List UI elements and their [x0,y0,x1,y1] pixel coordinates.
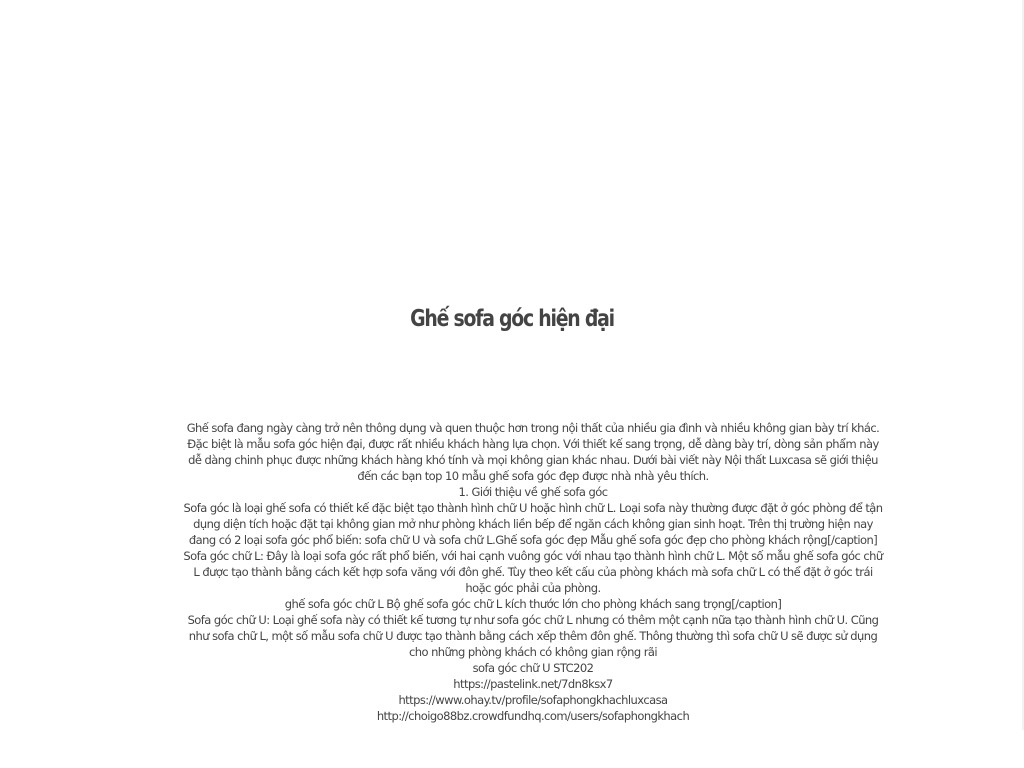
sofa-types-paragraph: Sofa góc là loại ghế sofa có thiết kế đặc biệt tạo thành hình chữ U hoặc hình chữ L. Loại sofa này thường được đặt ở góc phòng để tận dụng diện tích hoặc đặt tại không gian mở như phòng khách liền bếp để ngăn cách không gian sinh hoạt. Trên thị trường hiện nay đang có 2 loại sofa góc phổ biến: sofa chữ U và sofa chữ L.Ghế sofa góc đẹp Mẫu ghế sofa góc đẹp cho phòng khách rộng[/caption] [183,501,883,547]
article-body [180,420,886,724]
section-heading: 1. Giới thiệu về ghế sofa góc [458,485,608,499]
sofa-l-caption: ghế sofa góc chữ L Bộ ghế sofa góc chữ L kích thước lớn cho phòng khách sang trọng[/caption] [284,597,782,611]
sofa-u-caption: sofa góc chữ U STC202 [472,661,594,675]
link-crowdfundhq[interactable]: http://choigo88bz.crowdfundhq.com/users/sofaphongkhach [376,709,690,723]
link-ohay[interactable]: https://www.ohay.tv/profile/sofaphongkhachluxcasa [398,693,668,707]
sofa-u-paragraph: Sofa góc chữ U: Loại ghế sofa này có thiết kế tương tự như sofa góc chữ L nhưng có thêm một cạnh nữa tạo thành hình chữ U. Cũng như sofa chữ L, một số mẫu sofa chữ U được tạo thành bằng cách xếp thêm đôn ghế. Thông thường thì sofa chữ U sẽ được sử dụng cho những phòng khách có không gian rộng rãi [187,613,879,659]
intro-paragraph: Ghế sofa đang ngày càng trở nên thông dụng và quen thuộc hơn trong nội thất của nhiều gia đình và nhiều không gian bày trí khác. Đặc biệt là mẫu sofa góc hiện đại, được rất nhiều khách hàng lựa chọn. Với thiết kế sang trọng, dễ dàng bày trí, dòng sản phẩm này dễ dàng chinh phục được những khách hàng khó tính và mọi không gian khác nhau. Dưới bài viết này Nội thất Luxcasa sẽ giới thiệu đến các bạn top 10 mẫu ghế sofa góc đẹp được nhà nhà yêu thích. [186,421,880,483]
sofa-l-paragraph: Sofa góc chữ L: Đây là loại sofa góc rất phổ biến, với hai cạnh vuông góc với nhau tạo thành hình chữ L. Một số mẫu ghế sofa góc chữ L được tạo thành bằng cách kết hợp sofa văng với đôn ghế. Tùy theo kết cấu của phòng khách mà sofa chữ L có thể đặt ở góc trái hoặc góc phải của phòng. [183,549,883,595]
page-title: Ghế sofa góc hiện đại [410,306,614,332]
link-pastelink[interactable]: https://pastelink.net/7dn8ksx7 [453,677,613,691]
